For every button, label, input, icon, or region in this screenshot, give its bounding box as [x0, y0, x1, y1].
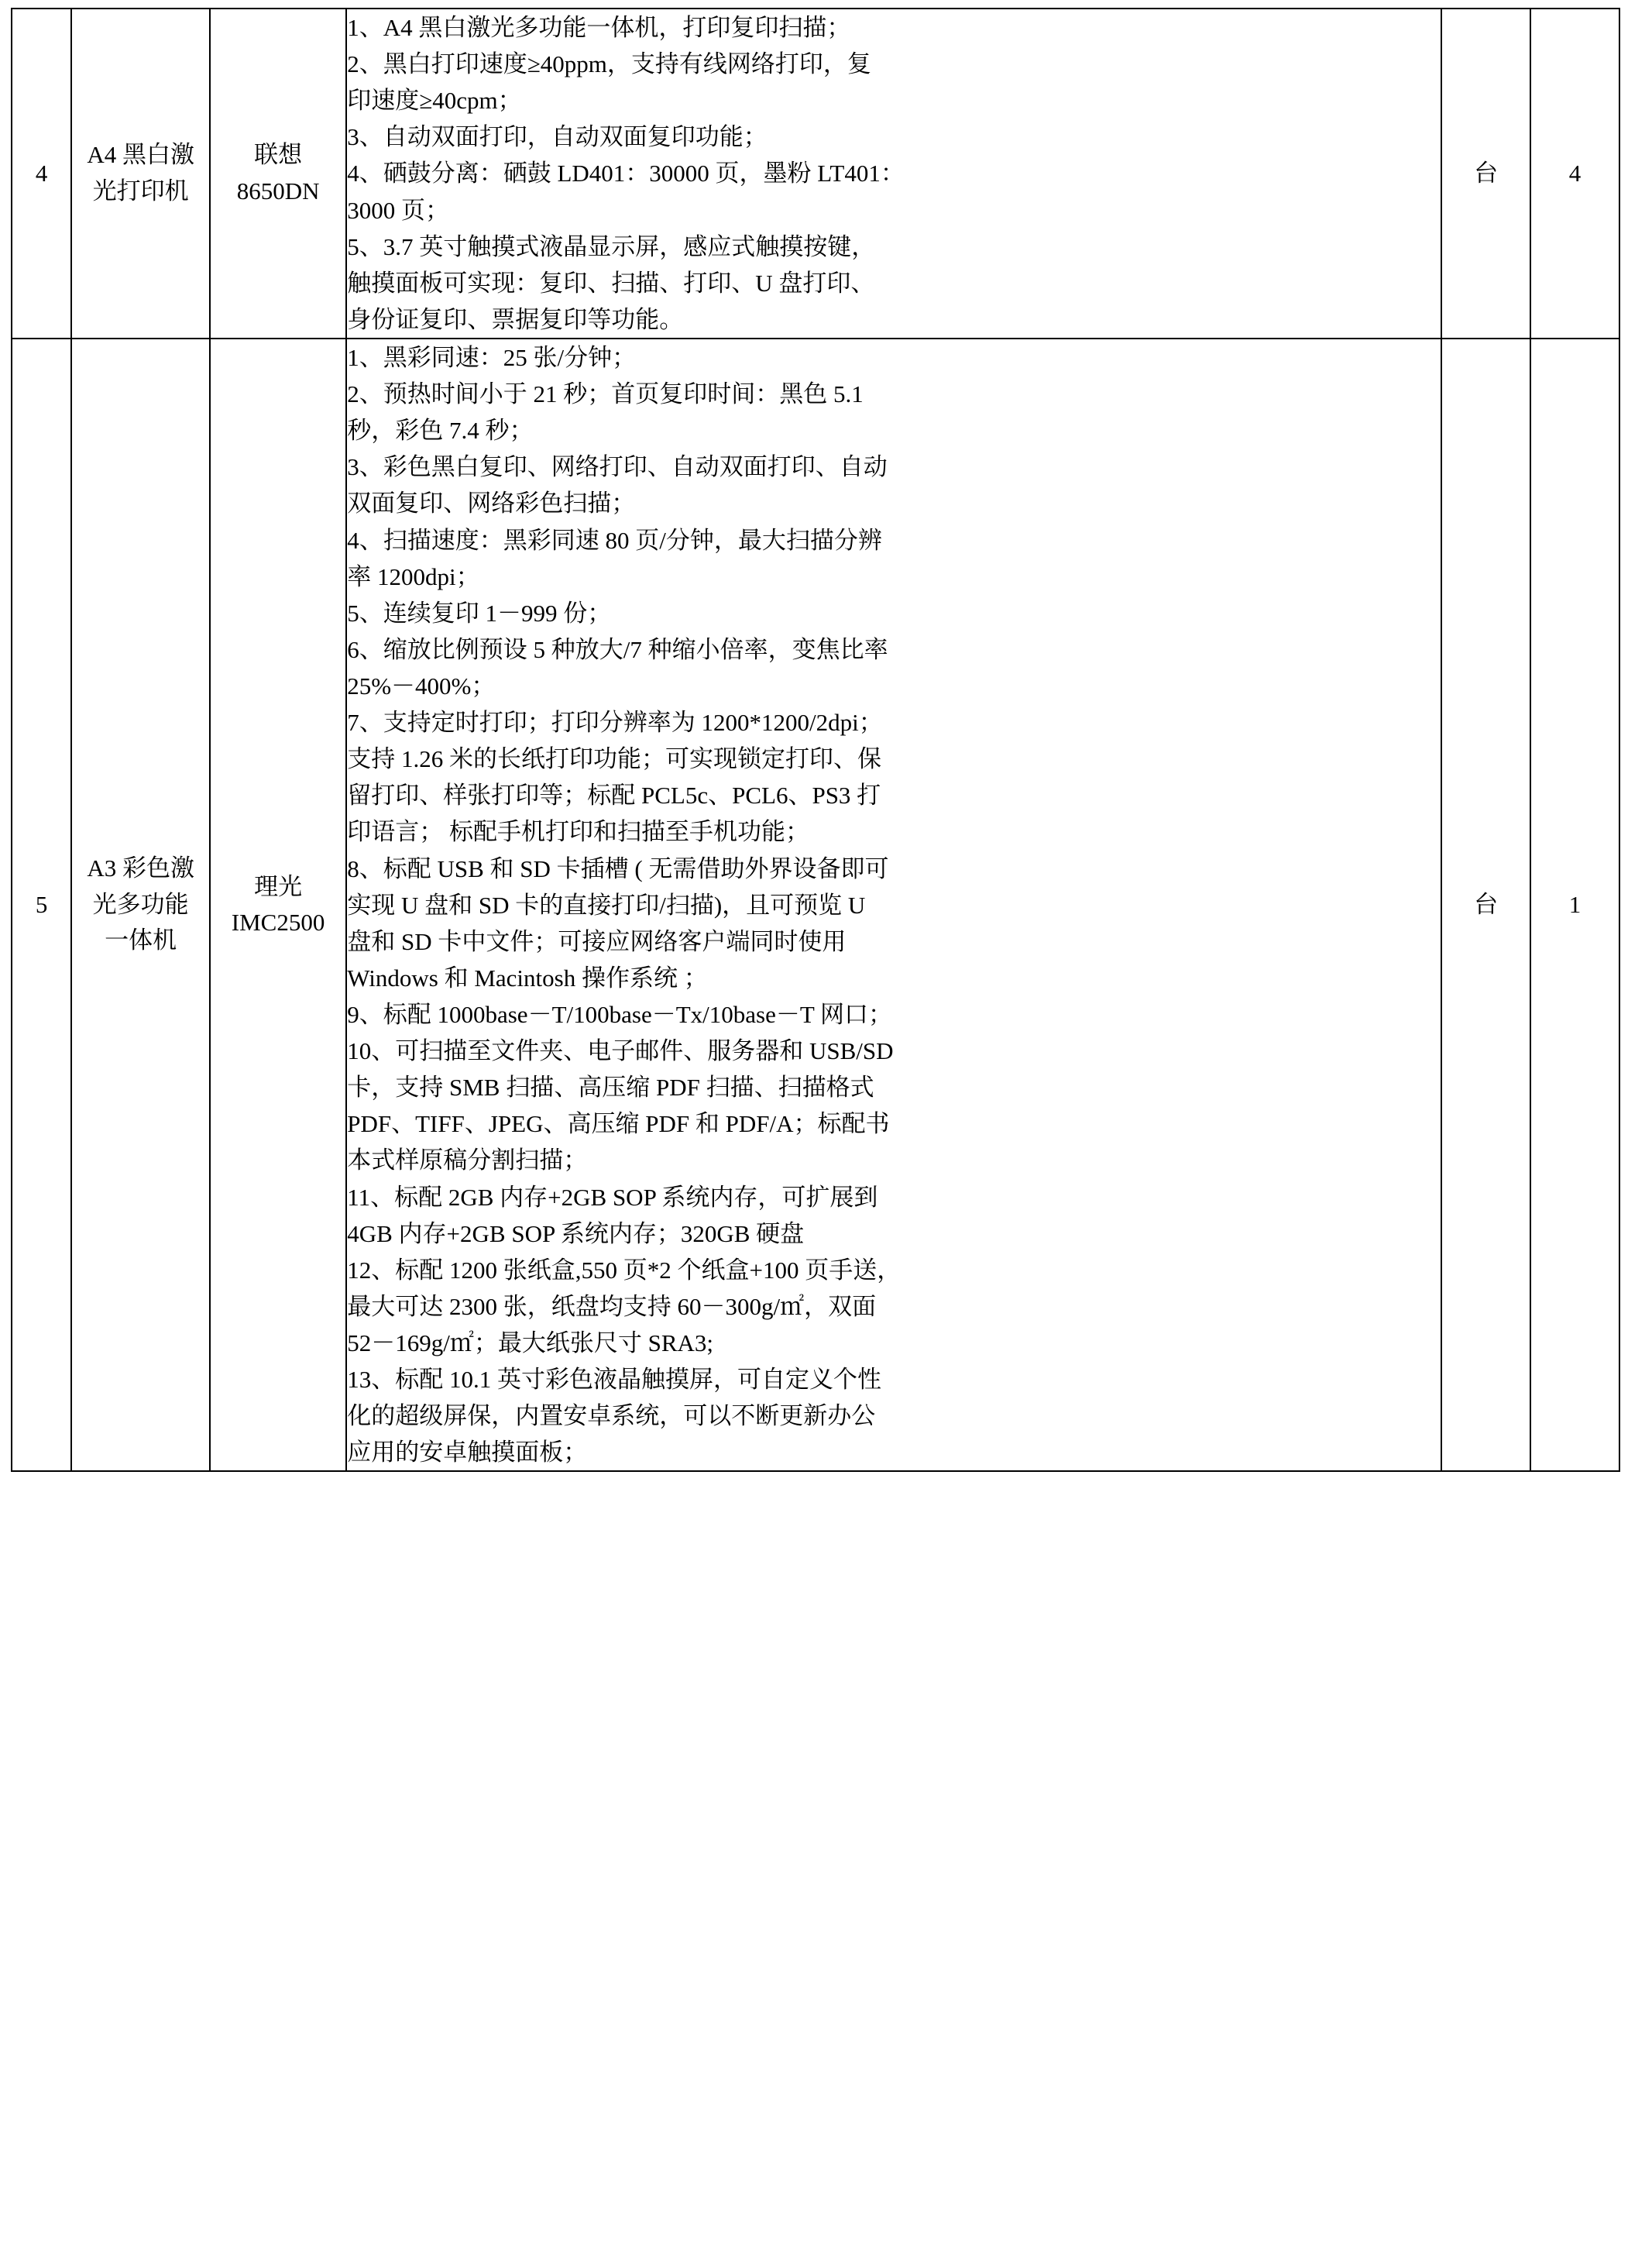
- brand-line: 联想: [254, 141, 303, 169]
- item-name-line: A4 黑白激: [87, 141, 194, 169]
- specification-cell: [346, 339, 1441, 1471]
- unit-cell: [1441, 339, 1530, 1471]
- spec-line: 盘和 SD 卡中文件；可接应网络客户端同时使用: [347, 927, 847, 955]
- item-name-line: 一体机: [105, 927, 177, 954]
- model-line: IMC2500: [231, 909, 325, 937]
- document-page: [0, 8, 1652, 1472]
- table-row: [12, 339, 1619, 1471]
- model-line: 8650DN: [236, 177, 320, 205]
- quantity-value: 1: [1568, 890, 1582, 918]
- spec-line: 留打印、样张打印等；标配 PCL5c、PCL6、PS3 打: [347, 782, 881, 810]
- spec-line: 身份证复印、票据复印等功能。: [347, 305, 684, 333]
- brand-model-cell: [210, 339, 346, 1471]
- spec-line: 率 1200dpi；: [347, 562, 480, 590]
- spec-line: 化的超级屏保，内置安卓系统，可以不断更新办公: [347, 1402, 876, 1430]
- spec-line: 印语言； 标配手机打印和扫描至手机功能；: [347, 818, 809, 846]
- spec-line: 实现 U 盘和 SD 卡的直接打印/扫描)，且可预览 U: [347, 891, 866, 919]
- spec-line: 3、自动双面打印，自动双面复印功能；: [347, 123, 768, 151]
- row-number-cell: [12, 9, 71, 339]
- spec-line: 应用的安卓触摸面板；: [347, 1439, 588, 1466]
- table-row: [12, 9, 1619, 339]
- spec-line: 最大可达 2300 张，纸盘均支持 60－300g/㎡，双面: [347, 1292, 877, 1320]
- spec-line: 双面复印、网络彩色扫描；: [347, 490, 636, 517]
- spec-line: 2、黑白打印速度≥40ppm，支持有线网络打印，复: [347, 50, 871, 78]
- quantity-cell: [1530, 339, 1619, 1471]
- quantity-cell: [1530, 9, 1619, 339]
- spec-line: 秒，彩色 7.4 秒；: [347, 417, 534, 445]
- spec-line: 6、缩放比例预设 5 种放大/7 种缩小倍率，变焦比率: [347, 635, 888, 663]
- spec-line: 3、彩色黑白复印、网络打印、自动双面打印、自动: [347, 453, 888, 481]
- brand-line: 理光: [254, 872, 303, 900]
- item-name-line: 光多功能: [92, 890, 189, 918]
- spec-line: 13、标配 10.1 英寸彩色液晶触摸屏，可自定义个性: [347, 1366, 881, 1394]
- item-name-line: A3 彩色激: [87, 854, 194, 882]
- spec-line: 8、标配 USB 和 SD 卡插槽 ( 无需借助外界设备即可: [347, 854, 889, 882]
- spec-line: 9、标配 1000base－T/100base－Tx/10base－T 网口；: [347, 1000, 892, 1028]
- row-number: 5: [35, 890, 48, 918]
- row-number-cell: [12, 339, 71, 1471]
- spec-line: 11、标配 2GB 内存+2GB SOP 系统内存，可扩展到: [347, 1183, 878, 1211]
- spec-line: 卡，支持 SMB 扫描、高压缩 PDF 扫描、扫描格式: [347, 1074, 874, 1102]
- quantity-value: 4: [1568, 159, 1582, 187]
- spec-line: 支持 1.26 米的长纸打印功能；可实现锁定打印、保: [347, 745, 881, 773]
- item-name-cell: [71, 9, 210, 339]
- spec-line: 25%－400%；: [347, 672, 496, 700]
- spec-line: 1、A4 黑白激光多功能一体机，打印复印扫描；: [347, 14, 851, 41]
- spec-line: 12、标配 1200 张纸盒,550 页*2 个纸盒+100 页手送，: [347, 1256, 902, 1284]
- specification-cell: [346, 9, 1441, 339]
- spec-line: 4GB 内存+2GB SOP 系统内存；320GB 硬盘: [347, 1219, 805, 1247]
- spec-line: 4、扫描速度：黑彩同速 80 页/分钟，最大扫描分辨: [347, 526, 882, 554]
- spec-line: 本式样原稿分割扫描；: [347, 1147, 588, 1174]
- spec-line: 5、连续复印 1－999 份；: [347, 599, 612, 627]
- spec-line: 印速度≥40cpm；: [347, 87, 522, 115]
- spec-line: 4、硒鼓分离：硒鼓 LD401：30000 页，墨粉 LT401：: [347, 160, 905, 187]
- row-number: 4: [35, 159, 48, 187]
- spec-line: 7、支持定时打印；打印分辨率为 1200*1200/2dpi；: [347, 709, 883, 737]
- spec-line: 触摸面板可实现：复印、扫描、打印、U 盘打印、: [347, 269, 875, 297]
- unit-value: 台: [1474, 159, 1499, 187]
- spec-line: 3000 页；: [347, 196, 449, 224]
- spec-line: 1、黑彩同速：25 张/分钟；: [347, 343, 637, 371]
- spec-line: PDF、TIFF、JPEG、高压缩 PDF 和 PDF/A；标配书: [347, 1110, 890, 1138]
- unit-value: 台: [1474, 890, 1499, 918]
- spec-line: 2、预热时间小于 21 秒；首页复印时间：黑色 5.1: [347, 380, 864, 408]
- spec-line: 52－169g/㎡；最大纸张尺寸 SRA3;: [347, 1329, 714, 1356]
- spec-line: 10、可扫描至文件夹、电子邮件、服务器和 USB/SD: [347, 1037, 894, 1065]
- spec-line: 5、3.7 英寸触摸式液晶显示屏，感应式触摸按键，: [347, 232, 876, 260]
- unit-cell: [1441, 9, 1530, 339]
- specification-table: [11, 8, 1620, 1472]
- spec-line: Windows 和 Macintosh 操作系统 ；: [347, 964, 708, 992]
- item-name-line: 光打印机: [92, 177, 189, 205]
- item-name-cell: [71, 339, 210, 1471]
- brand-model-cell: [210, 9, 346, 339]
